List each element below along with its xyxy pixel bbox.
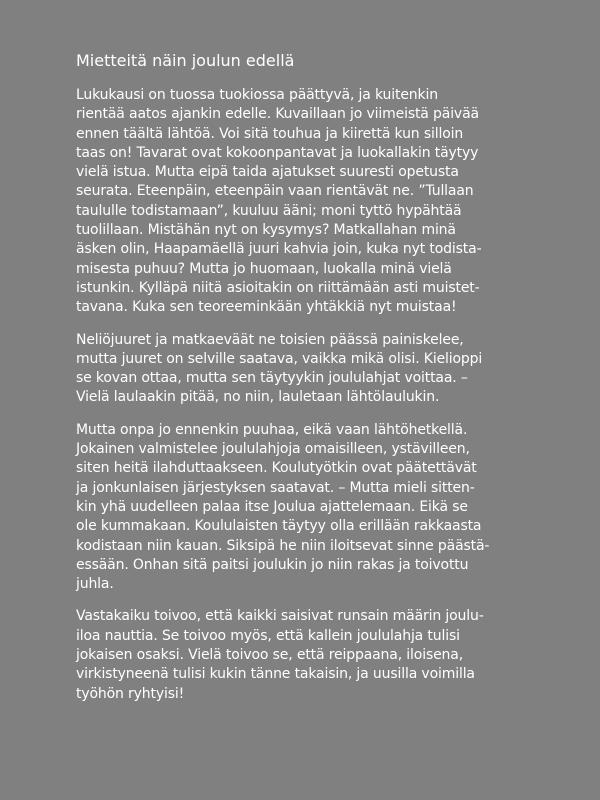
paragraph-line: tavana. Kuka sen teoreeminkään yhtäkkiä nyt muistaa! <box>76 299 457 316</box>
paragraph-line: Mutta onpa jo ennenkin puuhaa, eikä vaan lähtöhetkellä. <box>76 421 468 438</box>
paragraph-3 <box>76 421 596 595</box>
paragraph-line: kin yhä uudelleen palaa itse Joulua ajattelemaan. Eikä se <box>76 498 468 515</box>
paragraph-line: essään. Onhan sitä paitsi joulukin jo niin rakas ja toivottu <box>76 556 469 573</box>
paragraph-line: istunkin. Kylläpä niitä asioitakin on riittämään asti muistet- <box>76 279 480 296</box>
paragraph-line: se kovan ottaa, mutta sen täytyykin joululahjat voittaa. – <box>76 370 468 387</box>
paragraph-line: ja jonkunlaisen järjestyksen saatavat. – Mutta mieli sitten- <box>76 479 475 496</box>
article-title: Mietteitä näin joulun edellä <box>76 51 295 70</box>
paragraph-line: Vielä laulaakin pitää, no niin, lauletaan lähtölaulukin. <box>76 389 440 406</box>
paragraph-line: kodistaan niin kauan. Siksipä he niin iloitsevat sinne päästä- <box>76 537 490 554</box>
paragraph-4 <box>76 607 596 703</box>
paragraph-line: rientää aatos ajankin edelle. Kuvaillaan jo viimeistä päivää <box>76 106 479 123</box>
paragraph-line: mutta juuret on selville saatava, vaikka mikä olisi. Kielioppi <box>76 350 483 367</box>
paragraph-2 <box>76 331 596 408</box>
paragraph-line: Jokainen valmistelee joululahjoja omaisilleen, ystävilleen, <box>76 441 470 458</box>
paragraph-line: ole kummakaan. Koululaisten täytyy olla erillään rakkaasta <box>76 518 482 535</box>
paragraph-line: työhön ryhtyisi! <box>76 685 185 702</box>
paragraph-line: jokaisen osaksi. Vielä toivoo se, että reippaana, iloisena, <box>76 647 464 664</box>
paragraph-line: misesta puhuu? Mutta jo huomaan, luokalla minä vielä <box>76 260 452 277</box>
paragraph-line: Neliöjuuret ja matkaeväät ne toisien päässä painiskelee, <box>76 331 464 348</box>
paragraph-1 <box>76 86 596 318</box>
paragraph-line: siten heitä ilahduttaakseen. Koulutyötkin ovat päätettävät <box>76 460 477 477</box>
paragraph-line: iloa nauttia. Se toivoo myös, että kallein joululahja tulisi <box>76 627 460 644</box>
article <box>76 50 596 717</box>
paragraph-line: virkistyneenä tulisi kukin tänne takaisin, ja uusilla voimilla <box>76 666 475 683</box>
paragraph-line: vielä istua. Mutta eipä taida ajatukset suuresti opetusta <box>76 164 459 181</box>
paragraph-line: seurata. Eteenpäin, eteenpäin vaan rientävät ne. ”Tullaan <box>76 183 474 200</box>
paragraph-line: taas on! Tavarat ovat kokoonpantavat ja luokallakin täytyy <box>76 144 479 161</box>
paragraph-line: tuolillaan. Mistähän nyt on kysymys? Matkallahan minä <box>76 222 456 239</box>
paragraph-line: äsken olin, Haapamäellä juuri kahvia join, kuka nyt todista- <box>76 241 482 258</box>
paragraph-line: ennen täältä lähtöä. Voi sitä touhua ja kiirettä kun silloin <box>76 125 464 142</box>
paragraph-line: Vastakaiku toivoo, että kaikki saisivat runsain määrin joulu- <box>76 608 484 625</box>
paragraph-line: juhla. <box>76 576 114 593</box>
paragraph-line: Lukukausi on tuossa tuokiossa päättyvä, ja kuitenkin <box>76 87 438 103</box>
paragraph-line: taululle todistamaan”, kuuluu ääni; moni tyttö hypähtää <box>76 202 462 219</box>
